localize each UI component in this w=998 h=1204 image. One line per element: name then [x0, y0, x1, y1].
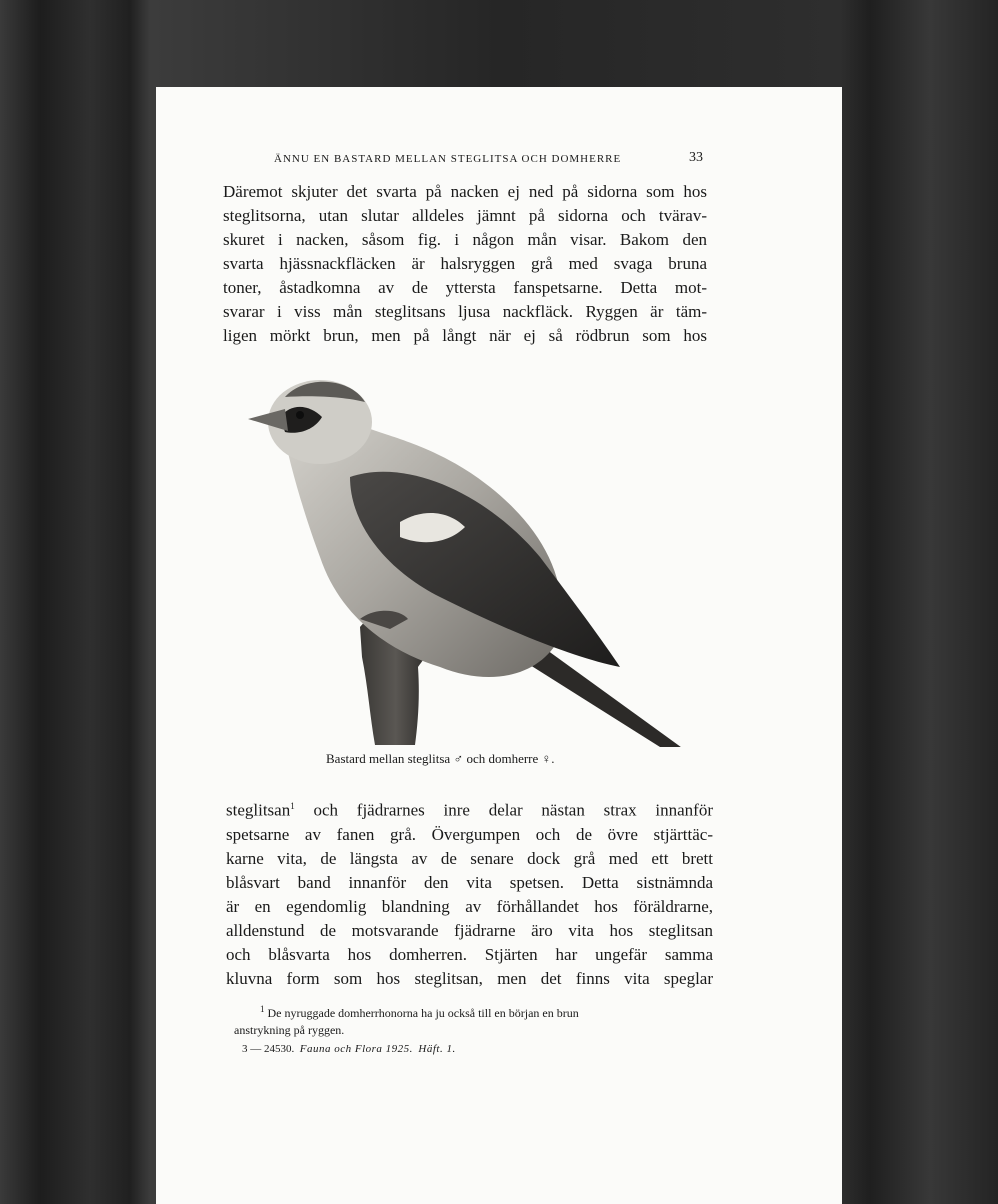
book-page [156, 87, 842, 1204]
text-line: spetsarne av fanen grå. Övergumpen och de övre stjärttäc- [226, 824, 713, 844]
paragraph-2 [226, 794, 713, 991]
text-line: svarta hjässnackfläcken är halsryggen grå med svaga bruna [223, 254, 707, 273]
paragraph-1 [223, 180, 707, 348]
footnote-number: 1 [260, 1004, 265, 1014]
bird-photo-icon [240, 357, 700, 747]
first-line-rest: och fjädrarnes inre delar nästan strax innanför [313, 800, 713, 820]
text-line: blåsvart band innanför den vita spetsen. Detta sistnämnda [226, 872, 713, 892]
text-line: steglitsorna, utan slutar alldeles jämnt på sidorna och tvärav- [223, 206, 707, 225]
text-line [226, 794, 713, 823]
first-word: steglitsan [226, 800, 291, 820]
figure-caption: Bastard mellan steglitsa ♂ och domherre ♀. [326, 751, 555, 766]
text-line: och blåsvarta hos domherren. Stjärten har ungefär samma [226, 944, 713, 964]
imprint-code: 3 — 24530. [242, 1043, 295, 1055]
text-line: karne vita, de längsta av de senare dock grå med ett brett [226, 848, 713, 868]
footnote [234, 1001, 714, 1039]
text-line: skuret i nacken, såsom fig. i någon mån visar. Bakom den [223, 230, 707, 249]
imprint-issue: Häft. 1. [418, 1043, 456, 1055]
text-line: svarar i viss mån steglitsans ljusa nackfläck. Ryggen är täm- [223, 302, 707, 321]
text-line: Däremot skjuter det svarta på nacken ej ned på sidorna som hos [223, 182, 707, 201]
bird-figure [240, 357, 700, 747]
text-line: är en egendomlig blandning av förhållandet hos föräldrarne, [226, 896, 713, 916]
text-line: toner, åstadkomna av de yttersta fanspetsarne. Detta mot- [223, 278, 707, 297]
running-head: ÄNNU EN BASTARD MELLAN STEGLITSA OCH DOMHERRE [274, 153, 622, 165]
text-line: alldenstund de motsvarande fjädrarne äro vita hos steglitsan [226, 920, 713, 940]
imprint-journal: Fauna och Flora 1925. [299, 1043, 413, 1055]
page-number: 33 [689, 150, 703, 165]
text-line: ligen mörkt brun, men på långt när ej så rödbrun som hos [223, 326, 707, 345]
footnote-line: anstrykning på ryggen. [234, 1023, 345, 1037]
imprint [242, 1043, 456, 1055]
text-line: kluvna form som hos steglitsan, men det finns vita speglar [226, 968, 713, 988]
footnote-marker: 1 [290, 801, 295, 811]
footnote-line: De nyruggade domherrhonorna ha ju också till en början en brun [267, 1006, 579, 1020]
